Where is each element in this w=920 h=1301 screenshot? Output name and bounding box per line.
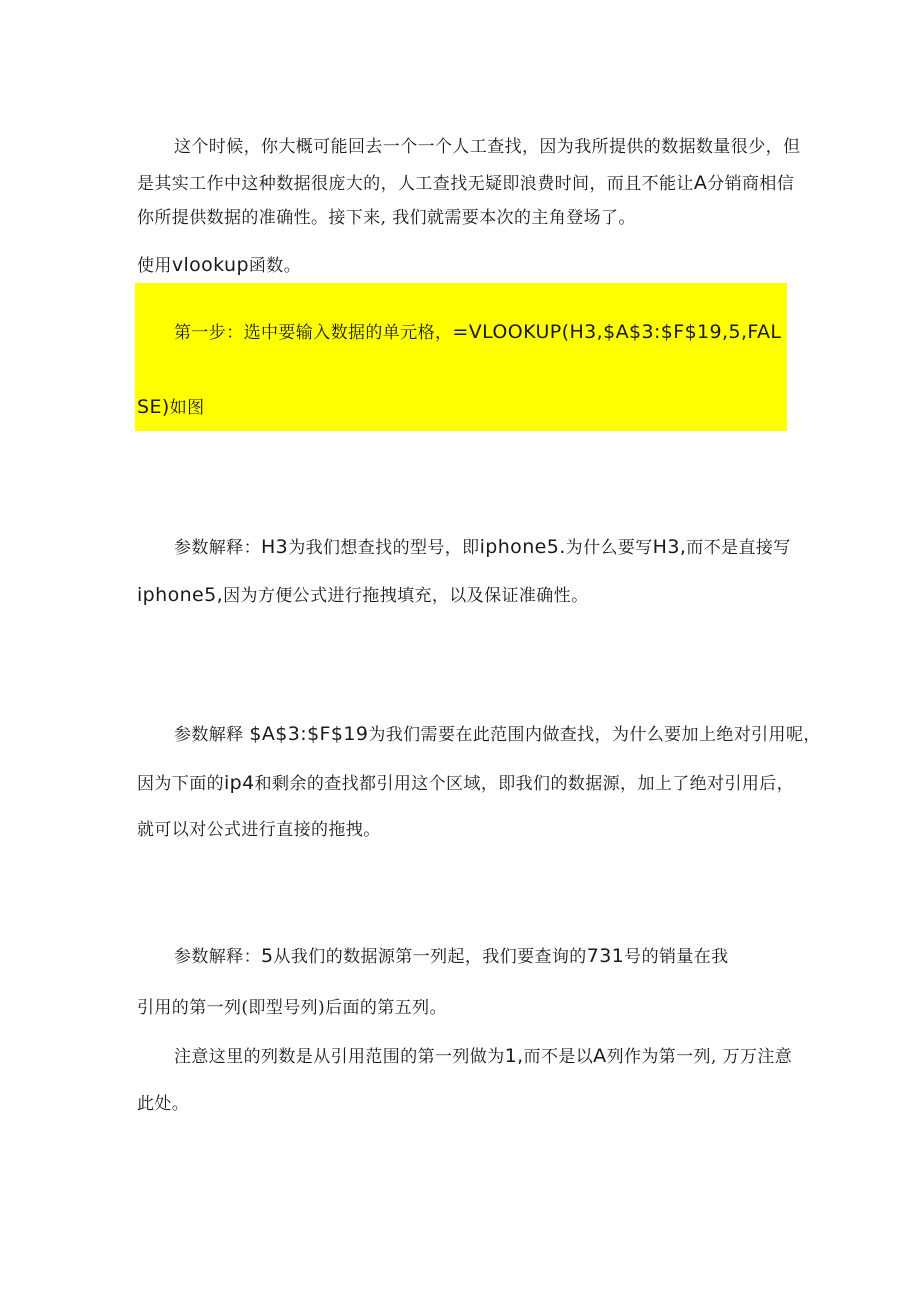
param-2-line-2 — [137, 773, 794, 794]
text-segment: 如图 — [169, 398, 205, 418]
text-segment: 此处。 — [137, 1094, 190, 1114]
text-segment: 函数。 — [248, 256, 302, 276]
text-segment-latin: vlookup — [171, 254, 249, 276]
text-segment: 分销商相信 — [707, 174, 795, 194]
step-1-highlight-block — [135, 283, 787, 431]
param-1-line-2 — [137, 585, 588, 606]
step-1-line-2 — [137, 397, 205, 418]
text-segment: 而不是直接写 — [686, 538, 791, 558]
text-segment: 是其实工作中这种数据很庞大的，人工查找无疑即浪费时间，而且不能让 — [137, 174, 694, 194]
note-line-2 — [137, 1094, 189, 1114]
text-segment-latin: 5 — [261, 945, 274, 967]
note-line-1 — [174, 1046, 792, 1067]
text-segment: 列作为第一列, 万万注意 — [606, 1047, 793, 1067]
text-segment: 第一步：选中要输入数据的单元格， — [174, 323, 453, 343]
param-2-line-3 — [137, 820, 381, 840]
text-segment: 和剩余的查找都引用这个区域，即我们的数据源，加上了绝对引用后， — [254, 774, 795, 794]
paragraph-2 — [137, 255, 301, 276]
text-segment: 就可以对公式进行直接的拖拽。 — [137, 820, 381, 840]
text-segment: 引用的第一列(即型号列)后面的第五列。 — [137, 998, 447, 1018]
text-segment: 参数解释 — [174, 725, 250, 745]
text-segment-latin: ip4 — [224, 772, 255, 794]
text-segment: 参数解释： — [174, 538, 261, 558]
param-3-line-1 — [174, 946, 729, 967]
param-1-line-1 — [174, 537, 791, 558]
text-segment-latin: H3 — [261, 536, 289, 558]
param-2-line-1 — [174, 724, 821, 745]
text-segment-latin: $A$3:$F$19 — [249, 723, 369, 745]
text-segment: 因为方便公式进行拖拽填充，以及保证准确性。 — [223, 586, 589, 606]
paragraph-1-line-2 — [137, 173, 794, 194]
formula-text: =VLOOKUP(H3,$A$3:$F$19,5,FAL — [452, 321, 782, 343]
paragraph-1-line-3 — [137, 208, 636, 228]
text-segment: 参数解释： — [174, 947, 261, 967]
param-3-line-2 — [137, 998, 447, 1018]
text-segment: 为我们想查找的型号，即 — [288, 538, 480, 558]
text-segment: 使用 — [137, 256, 172, 276]
text-segment: 而不是以 — [523, 1047, 594, 1067]
text-segment: 这个时候，你大概可能回去一个一个人工查找，因为我所提供的数据数量很少，但 — [174, 137, 801, 157]
text-segment: 注意这里的列数是从引用范围的第一列做为 — [174, 1047, 505, 1067]
text-segment-latin: 1, — [504, 1045, 524, 1067]
paragraph-1-line-1 — [174, 137, 800, 157]
text-segment: 你所提供数据的准确性。接下来, 我们就需要本次的主角登场了。 — [137, 208, 636, 228]
text-segment: 因为下面的 — [137, 774, 224, 794]
formula-text: SE) — [137, 396, 170, 418]
text-segment: 号的销量在我 — [624, 947, 729, 967]
text-segment: 从我们的数据源第一列起，我们要查询的 — [273, 947, 587, 967]
text-segment-latin: H3, — [652, 536, 687, 558]
text-segment-latin: A — [693, 172, 708, 194]
text-segment-latin: iphone5, — [137, 584, 224, 606]
text-segment: 为我们需要在此范围内做查找，为什么要加上绝对引用呢， — [368, 725, 821, 745]
text-segment: 为什么要写 — [565, 538, 653, 558]
text-segment-latin: A — [593, 1045, 607, 1067]
text-segment-latin: 731 — [586, 945, 625, 967]
step-1-line-1 — [174, 322, 781, 343]
text-segment-latin: iphone5. — [479, 536, 566, 558]
